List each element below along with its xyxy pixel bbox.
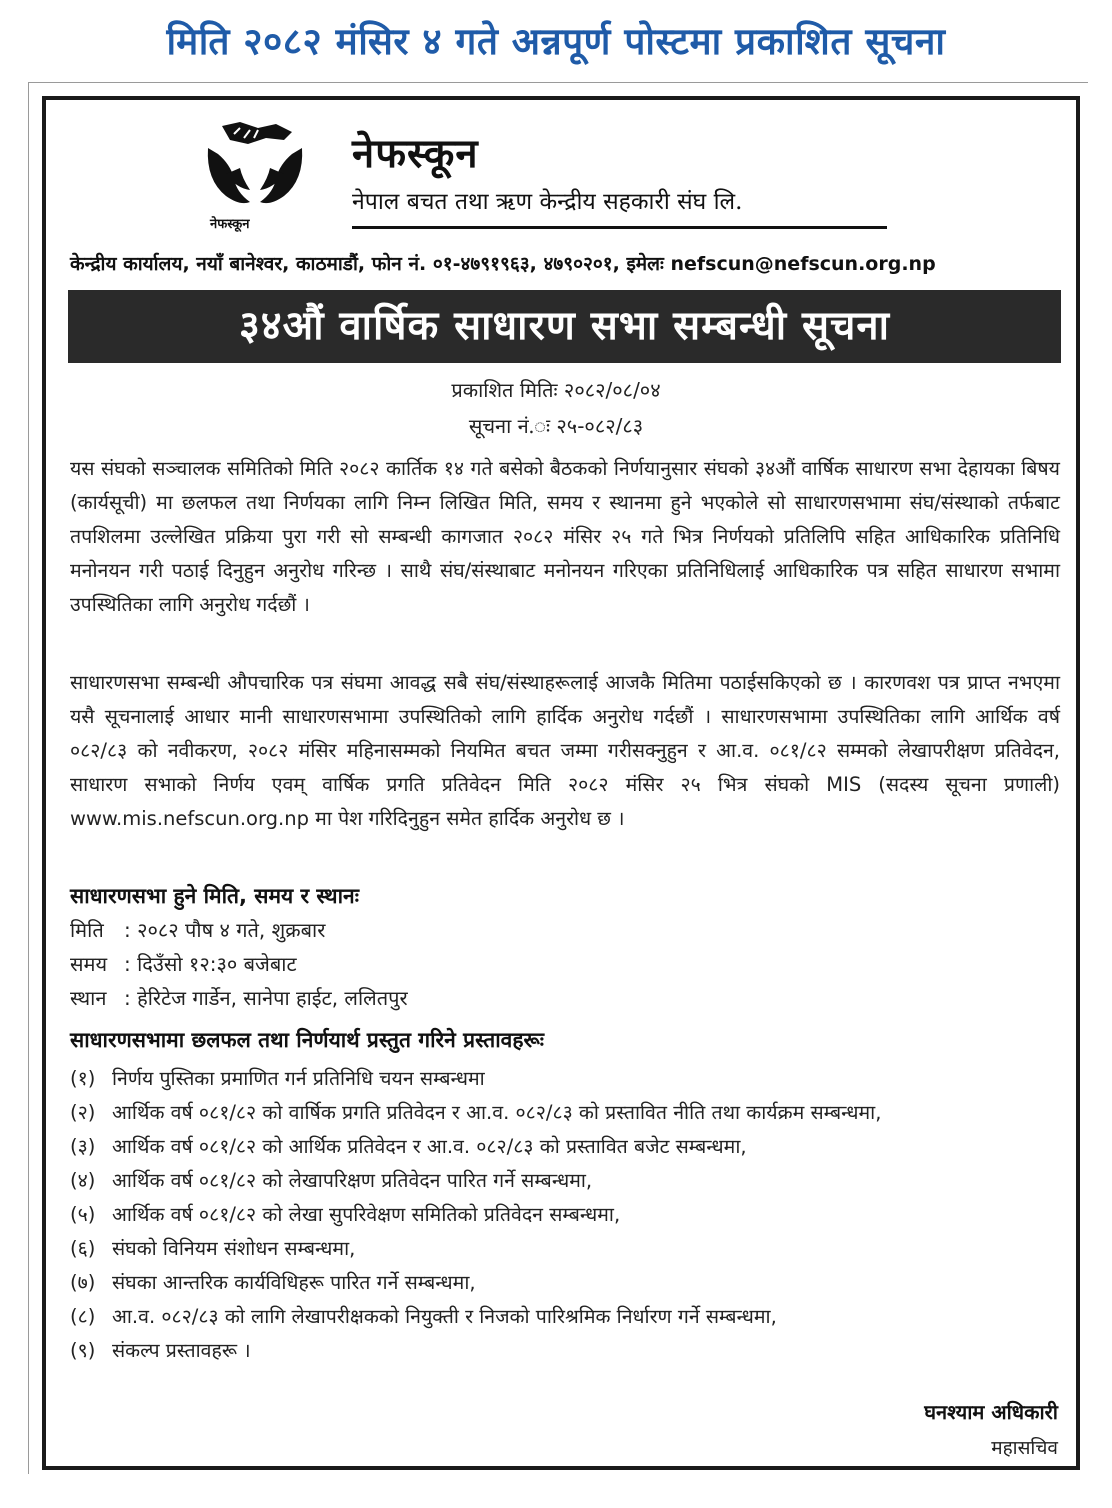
agenda-number: (८) xyxy=(70,1305,96,1328)
notice-number: सूचना नं.ः २५-०८२/८३ xyxy=(468,414,644,438)
agenda-number: (९) xyxy=(70,1339,96,1362)
agenda-heading: साधारणसभामा छलफल तथा निर्णयार्थ प्रस्तुत गरिने प्रस्तावहरूः xyxy=(70,1028,545,1052)
logo-caption: नेफस्कून xyxy=(210,217,250,232)
agenda-text: आ.व. ०८२/८३ को लागि लेखापरीक्षकको नियुक्ती र निजको पारिश्रमिक निर्धारण गर्ने सम्बन्धमा, xyxy=(112,1305,777,1328)
agenda-text: निर्णय पुस्तिका प्रमाणित गर्न प्रतिनिधि चयन सम्बन्धमा xyxy=(112,1067,485,1090)
divider-top xyxy=(28,82,1088,83)
meeting-place-value: : हेरिटेज गार्डेन, सानेपा हाईट, ललितपुर xyxy=(124,986,408,1010)
agenda-text: संकल्प प्रस्तावहरू । xyxy=(112,1339,251,1362)
meeting-time xyxy=(70,950,297,977)
notice-paragraph-1: यस संघको सञ्चालक समितिको मिति २०८२ कार्तिक १४ गते बसेको बैठकको निर्णयानुसार संघको ३४औं वार्षिक साधारण सभा देहायका बिषय (कार्यसूची) मा छलफल तथा निर्णयका लागि निम्न लिखित मिति, समय र स्थानमा हुने भएकोले सो साधारणसभामा संघ/संस्थाको तर्फबाट तपशिलमा उल्लेखित प्रक्रिया पुरा गरी सो सम्बन्धी कागजात २०८२ मंसिर २५ गते भित्र निर्णयको प्रतिलिपि सहित आधिकारिक प्रतिनिधि मनोनयन गरी पठाई दिनुहुन अनुरोध गरिन्छ । साथै संघ/संस्थाबाट मनोनयन गरिएका प्रतिनिधिलाई आधिकारिक पत्र सहित साधारण सभामा उपस्थितिका लागि अनुरोध गर्दछौं । xyxy=(70,457,1060,616)
agenda-number: (६) xyxy=(70,1237,96,1260)
venue-heading: साधारणसभा हुने मिति, समय र स्थानः xyxy=(70,884,359,908)
published-date: प्रकाशित मितिः २०८२/०८/०४ xyxy=(451,378,661,402)
agenda-item xyxy=(70,1164,1070,1198)
org-fullname: नेपाल बचत तथा ऋण केन्द्रीय सहकारी संघ लि. xyxy=(352,189,743,215)
agenda-item xyxy=(70,1300,1070,1334)
org-name: नेफस्कून xyxy=(352,131,479,177)
signer-title: महासचिव xyxy=(991,1437,1058,1459)
agenda-number: (४) xyxy=(70,1169,96,1192)
page-banner-title: मिति २०८२ मंसिर ४ गते अन्नपूर्ण पोस्टमा प्रकाशित सूचना xyxy=(166,20,946,63)
office-address: केन्द्रीय कार्यालय, नयाँ बानेश्वर, काठमाडौं, फोन नं. ०१-४७९१९६३, ४७९०२०१, इमेलः nefscun@nefscun.org.np xyxy=(70,253,936,275)
agenda-item xyxy=(70,1266,1070,1300)
agenda-item xyxy=(70,1096,1070,1130)
divider-left xyxy=(28,82,29,1474)
agenda-number: (१) xyxy=(70,1067,96,1090)
notice-paragraph-2: साधारणसभा सम्बन्धी औपचारिक पत्र संघमा आवद्ध सबै संघ/संस्थाहरूलाई आजकै मितिमा पठाईसकिएको छ । कारणवश पत्र प्राप्त नभएमा यसै सूचनालाई आधार मानी साधारणसभामा उपस्थितिको लागि हार्दिक अनुरोध गर्दछौं । साधारणसभामा उपस्थितिका लागि आर्थिक वर्ष ०८२/८३ को नवीकरण, २०८२ मंसिर महिनासम्मको नियमित बचत जम्मा गरीसक्नुहुन र आ.व. ०८१/८२ सम्मको लेखापरीक्षण प्रतिवेदन, साधारण सभाको निर्णय एवम् वार्षिक प्रगति प्रतिवेदन मिति २०८२ मंसिर २५ भित्र संघको MIS (सदस्य सूचना प्रणाली) www.mis.nefscun.org.np मा पेश गरिदिनुहुन समेत हार्दिक अनुरोध छ । xyxy=(70,671,1060,830)
org-header xyxy=(200,118,900,238)
notice-title: ३४औं वार्षिक साधारण सभा सम्बन्धी सूचना xyxy=(68,290,1061,363)
agenda-item xyxy=(70,1334,1070,1368)
agenda-text: संघका आन्तरिक कार्यविधिहरू पारित गर्ने सम्बन्धमा, xyxy=(112,1271,476,1294)
meeting-time-value: : दिउँसो १२:३० बजेबाट xyxy=(124,952,297,976)
agenda-number: (७) xyxy=(70,1271,96,1294)
agenda-item xyxy=(70,1130,1070,1164)
meeting-place xyxy=(70,984,408,1011)
meeting-date-value: : २०८२ पौष ४ गते, शुक्रबार xyxy=(124,918,326,942)
agenda-text: आर्थिक वर्ष ०८१/८२ को लेखापरिक्षण प्रतिवेदन पारित गर्ने सम्बन्धमा, xyxy=(112,1169,593,1192)
agenda-text: आर्थिक वर्ष ०८१/८२ को लेखा सुपरिवेक्षण समितिको प्रतिवेदन सम्बन्धमा, xyxy=(112,1203,621,1226)
signer-name: घनश्याम अधिकारी xyxy=(924,1400,1058,1424)
agenda-number: (२) xyxy=(70,1101,96,1124)
agenda-number: (५) xyxy=(70,1203,96,1226)
meeting-place-label: स्थान xyxy=(70,986,107,1010)
agenda-number: (३) xyxy=(70,1135,96,1158)
agenda-item xyxy=(70,1198,1070,1232)
org-underline xyxy=(352,226,887,229)
agenda-item xyxy=(70,1232,1070,1266)
agenda-text: आर्थिक वर्ष ०८१/८२ को आर्थिक प्रतिवेदन र आ.व. ०८२/८३ को प्रस्तावित बजेट सम्बन्धमा, xyxy=(112,1135,747,1158)
agenda-text: आर्थिक वर्ष ०८१/८२ को वार्षिक प्रगति प्रतिवेदन र आ.व. ०८२/८३ को प्रस्तावित नीति तथा कार्यक्रम सम्बन्धमा, xyxy=(112,1101,882,1124)
agenda-text: संघको विनियम संशोधन सम्बन्धमा, xyxy=(112,1237,356,1260)
meeting-time-label: समय xyxy=(70,952,108,976)
meeting-date-label: मिति xyxy=(70,918,104,942)
meeting-date xyxy=(70,916,325,943)
hands-holding-nepal-map-icon xyxy=(200,118,310,236)
agenda-list xyxy=(70,1062,1070,1368)
agenda-item xyxy=(70,1062,1070,1096)
